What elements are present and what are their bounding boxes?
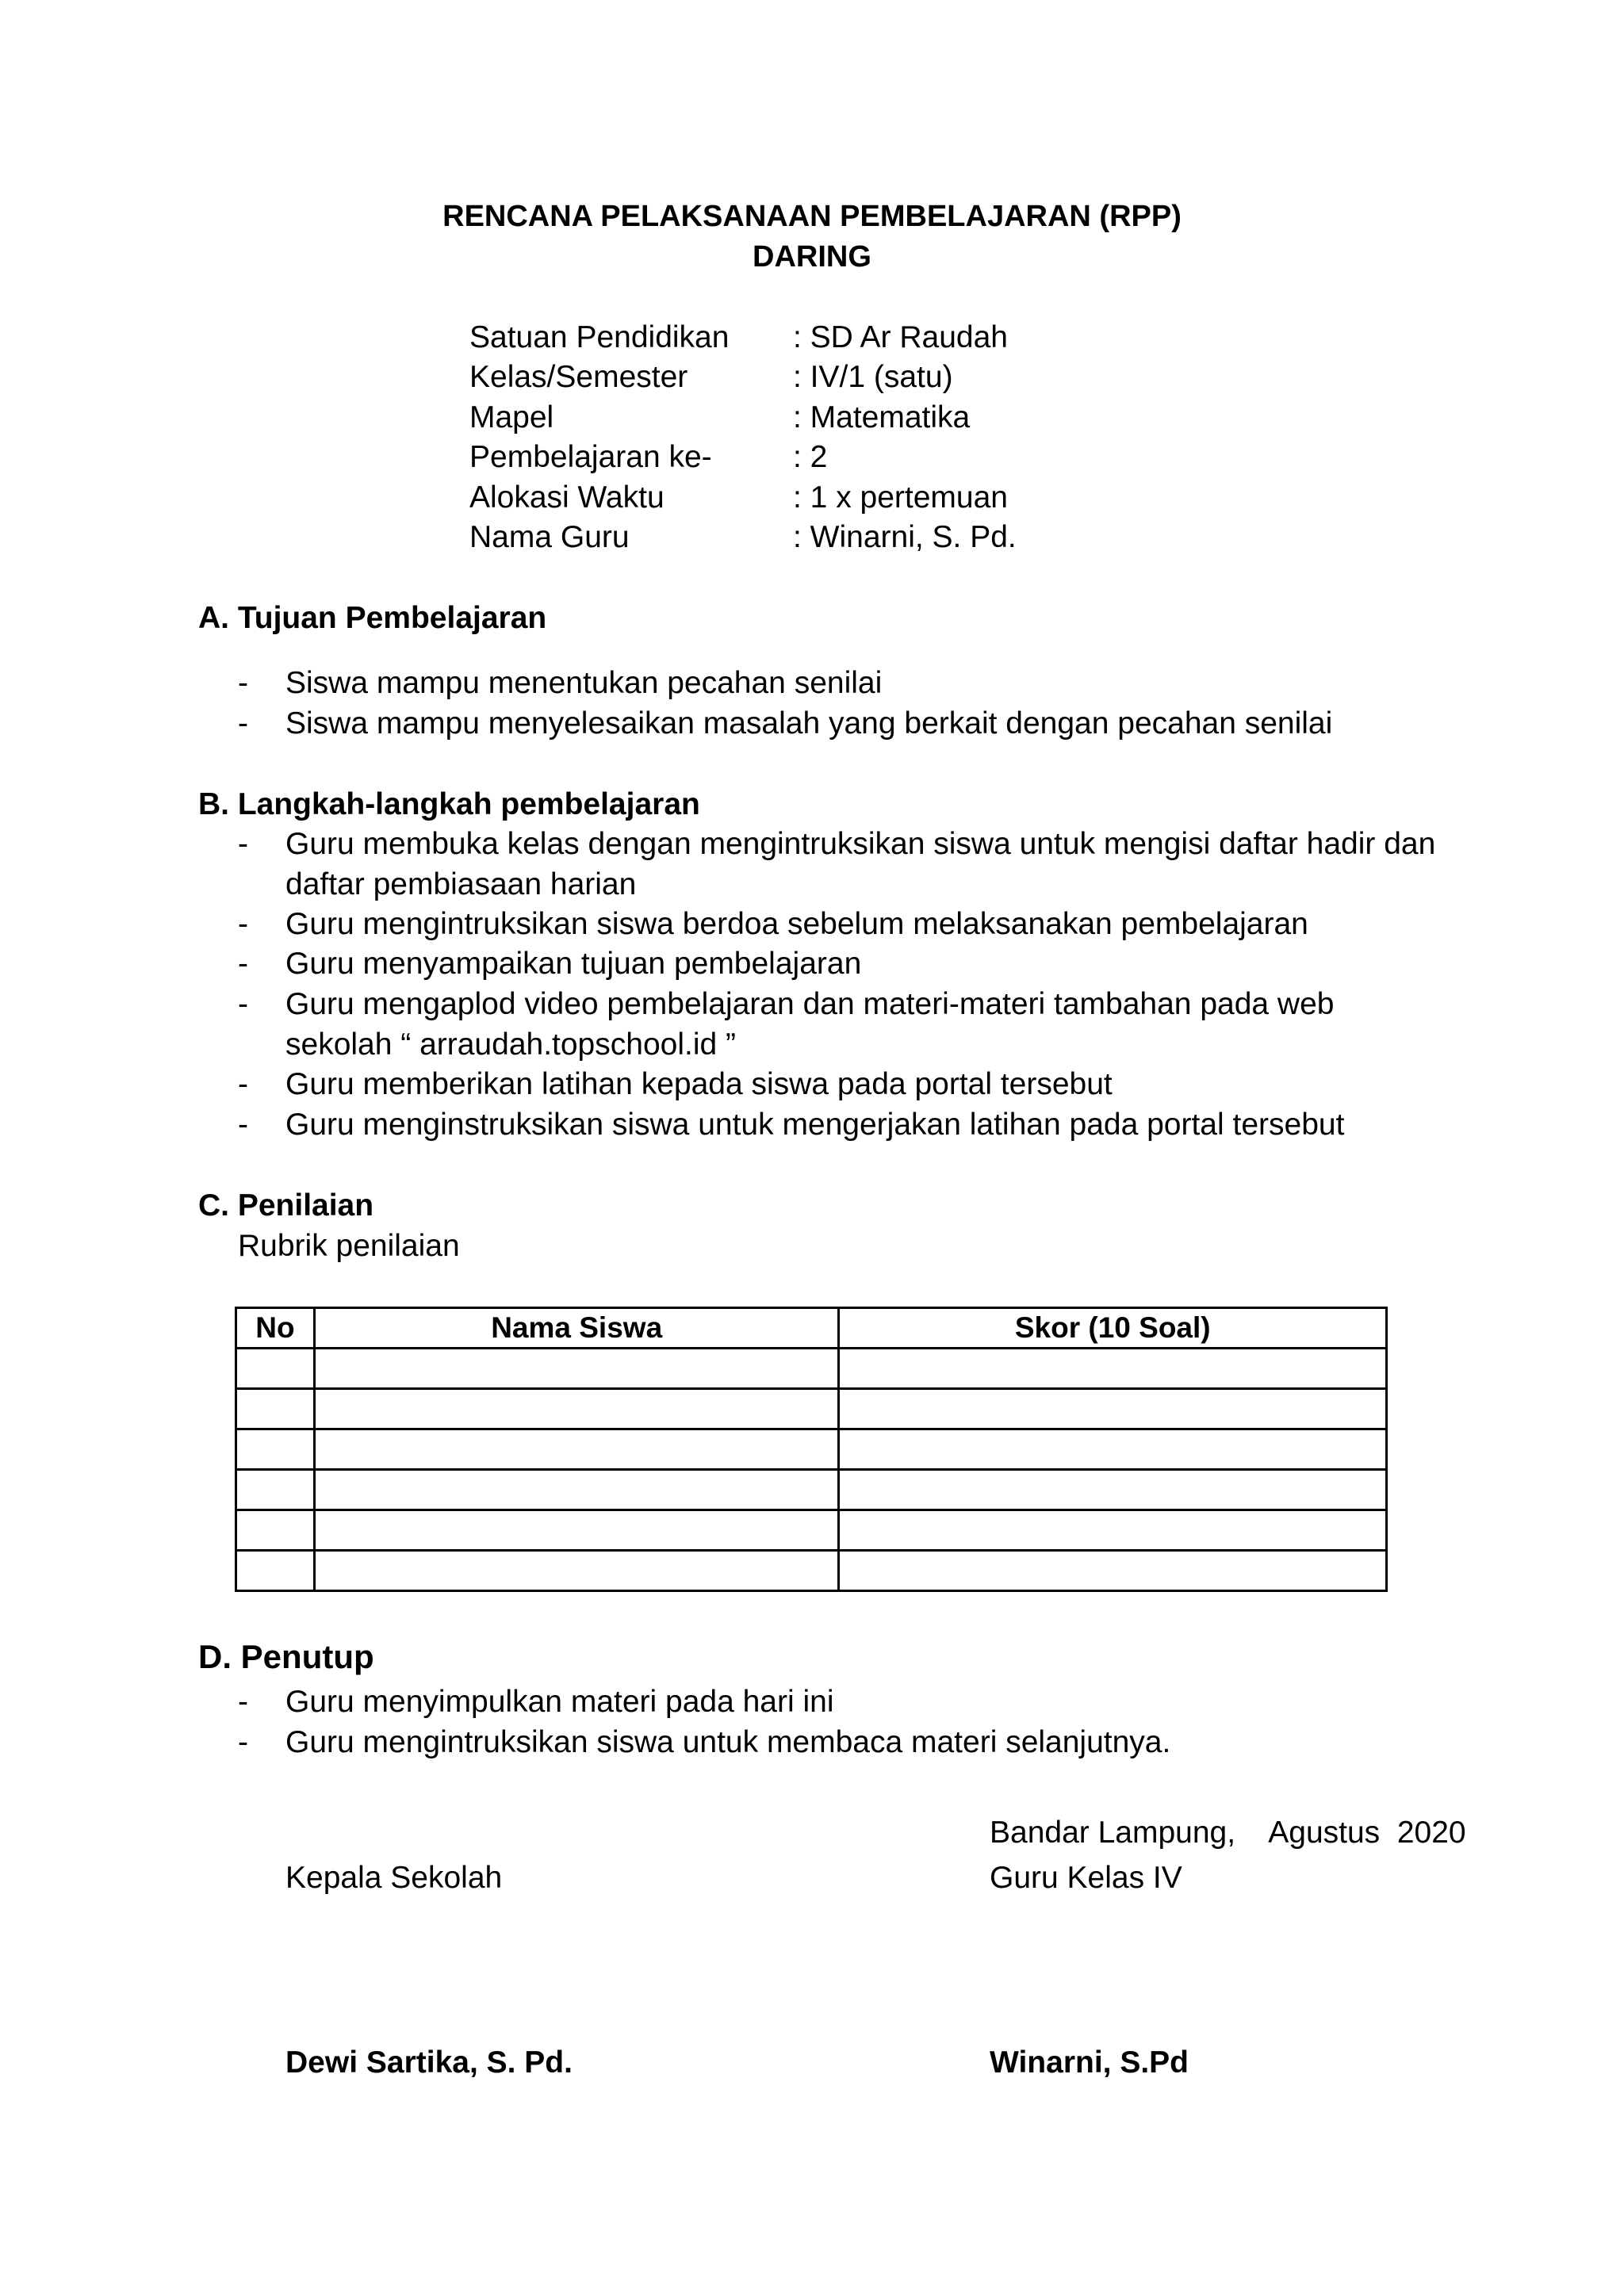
table-cell[interactable]: [236, 1551, 315, 1591]
table-row: [236, 1429, 1387, 1470]
bullet-dash: -: [238, 1685, 248, 1719]
table-row: [236, 1389, 1387, 1429]
identity-label: Mapel: [469, 400, 554, 434]
identity-value: : 2: [793, 440, 828, 474]
section-b-heading: B. Langkah-langkah pembelajaran: [198, 787, 700, 821]
table-cell[interactable]: [236, 1470, 315, 1510]
table-cell[interactable]: [236, 1429, 315, 1470]
left-signer-role: Kepala Sekolah: [285, 1861, 503, 1895]
table-row: [236, 1349, 1387, 1389]
table-cell[interactable]: [314, 1510, 839, 1551]
table-row: [236, 1470, 1387, 1510]
identity-value: : Matematika: [793, 400, 971, 434]
identity-label: Kelas/Semester: [469, 360, 688, 394]
identity-label: Satuan Pendidikan: [469, 320, 730, 354]
table-cell[interactable]: [236, 1349, 315, 1389]
table-cell[interactable]: [314, 1551, 839, 1591]
right-signer-name: Winarni, S.Pd: [990, 2045, 1189, 2080]
table-cell[interactable]: [839, 1429, 1387, 1470]
list-item: Siswa mampu menentukan pecahan senilai: [285, 666, 883, 700]
identity-value: : Winarni, S. Pd.: [793, 520, 1017, 554]
table-cell[interactable]: [839, 1510, 1387, 1551]
identity-value: : 1 x pertemuan: [793, 480, 1008, 515]
table-cell[interactable]: [839, 1551, 1387, 1591]
place-date: Bandar Lampung, Agustus 2020: [990, 1816, 1466, 1850]
table-cell[interactable]: [314, 1429, 839, 1470]
bullet-dash: -: [238, 706, 248, 740]
identity-value: : IV/1 (satu): [793, 360, 953, 394]
table-row: [236, 1551, 1387, 1591]
table-cell[interactable]: [236, 1510, 315, 1551]
table-cell[interactable]: [839, 1389, 1387, 1429]
document-title: RENCANA PELAKSANAAN PEMBELAJARAN (RPP): [442, 200, 1182, 233]
list-item: Guru mengaplod video pembelajaran dan materi-materi tambahan pada web: [285, 987, 1335, 1021]
rubric-table: [235, 1307, 1388, 1592]
bullet-dash: -: [238, 1108, 248, 1142]
table-cell[interactable]: [314, 1470, 839, 1510]
document-subtitle: DARING: [753, 240, 871, 274]
identity-label: Alokasi Waktu: [469, 480, 665, 515]
list-item: Guru menyimpulkan materi pada hari ini: [285, 1685, 834, 1719]
table-cell[interactable]: [236, 1389, 315, 1429]
bullet-dash: -: [238, 1067, 248, 1101]
table-cell[interactable]: [839, 1349, 1387, 1389]
identity-value: : SD Ar Raudah: [793, 320, 1008, 354]
list-item-continuation: sekolah “ arraudah.topschool.id ”: [285, 1027, 736, 1062]
list-item: Guru mengintruksikan siswa berdoa sebelum melaksanakan pembelajaran: [285, 907, 1308, 941]
table-cell[interactable]: [839, 1470, 1387, 1510]
bullet-dash: -: [238, 987, 248, 1021]
list-item: Guru membuka kelas dengan mengintruksikan siswa untuk mengisi daftar hadir dan: [285, 827, 1436, 861]
column-header-skor: Skor (10 Soal): [839, 1308, 1387, 1349]
list-item: Guru menginstruksikan siswa untuk mengerjakan latihan pada portal tersebut: [285, 1108, 1345, 1142]
left-signer-name: Dewi Sartika, S. Pd.: [285, 2045, 573, 2080]
table-cell[interactable]: [314, 1349, 839, 1389]
bullet-dash: -: [238, 666, 248, 700]
identity-label: Nama Guru: [469, 520, 630, 554]
bullet-dash: -: [238, 907, 248, 941]
list-item: Guru menyampaikan tujuan pembelajaran: [285, 947, 862, 981]
column-header-no: No: [236, 1308, 315, 1349]
table-cell[interactable]: [314, 1389, 839, 1429]
table-header-row: [236, 1308, 1387, 1349]
identity-label: Pembelajaran ke-: [469, 440, 712, 474]
section-d-heading: D. Penutup: [198, 1638, 374, 1675]
section-a-heading: A. Tujuan Pembelajaran: [198, 601, 547, 635]
rubric-subtitle: Rubrik penilaian: [238, 1229, 460, 1263]
bullet-dash: -: [238, 1725, 248, 1759]
list-item-continuation: daftar pembiasaan harian: [285, 867, 637, 901]
section-c-heading: C. Penilaian: [198, 1188, 374, 1223]
table-row: [236, 1510, 1387, 1551]
bullet-dash: -: [238, 827, 248, 861]
list-item: Siswa mampu menyelesaikan masalah yang berkait dengan pecahan senilai: [285, 706, 1333, 740]
right-signer-role: Guru Kelas IV: [990, 1861, 1182, 1895]
bullet-dash: -: [238, 947, 248, 981]
list-item: Guru mengintruksikan siswa untuk membaca materi selanjutnya.: [285, 1725, 1171, 1759]
column-header-nama-siswa: Nama Siswa: [314, 1308, 839, 1349]
list-item: Guru memberikan latihan kepada siswa pada portal tersebut: [285, 1067, 1113, 1101]
